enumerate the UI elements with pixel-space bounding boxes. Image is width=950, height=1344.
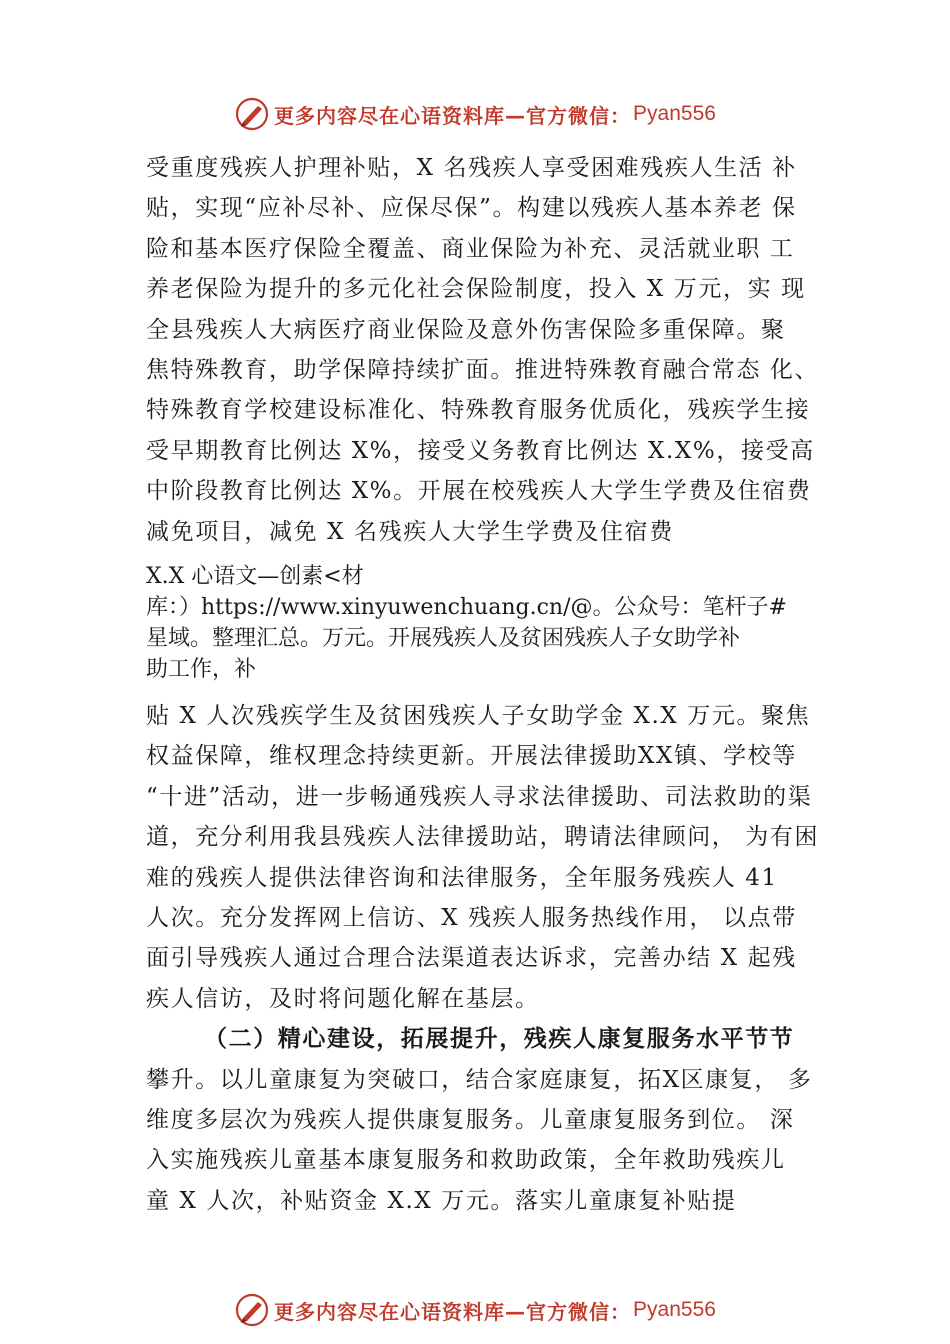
watermark-line: 星域。整理汇总。万元。开展残疾人及贫困残疾人子女助学补 bbox=[146, 626, 741, 651]
text-line: 权益保障，维权理念持续更新。开展法律援助XX镇、学校等 bbox=[146, 743, 797, 770]
text-line: 特殊教育学校建设标准化、特殊教育服务优质化，残疾学生接 bbox=[146, 397, 811, 424]
text-line: 险和基本医疗保险全覆盖、商业保险为补充、灵活就业职 工 bbox=[146, 235, 795, 262]
text-line: 焦特殊教育，助学保障持续扩面。推进特殊教育融合常态 化、 bbox=[146, 356, 820, 383]
text-line: 贴 X 人次残疾学生及贫困残疾人子女助学金 X.X 万元。聚焦 bbox=[146, 703, 811, 729]
banner-wechat-id: Pyan556 bbox=[633, 1298, 716, 1321]
text-line: 全县残疾人大病医疗商业保险及意外伤害保险多重保障。聚 bbox=[146, 316, 786, 343]
footer-banner bbox=[0, 1288, 950, 1332]
text-line: 难的残疾人提供法律咨询和法律服务，全年服务残疾人 41 bbox=[146, 864, 778, 891]
pen-logo-icon bbox=[234, 96, 270, 132]
text-line: 减免项目，减免 X 名残疾人大学生学费及住宿费 bbox=[146, 518, 674, 545]
text-line: 入实施残疾儿童基本康复服务和救助政策，全年救助残疾儿 bbox=[146, 1147, 786, 1174]
text-line: 养老保险为提升的多元化社会保险制度，投入 X 万元，实 现 bbox=[146, 276, 806, 303]
text-line: 疾人信访，及时将问题化解在基层。 bbox=[146, 985, 540, 1012]
text-line: 攀升。以儿童康复为突破口，结合家庭康复，拓X区康复， 多 bbox=[146, 1066, 813, 1093]
text-line: 童 X 人次，补贴资金 X.X 万元。落实儿童康复补贴提 bbox=[146, 1187, 737, 1214]
banner-text: 更多内容尽在心语资料库—官方微信： bbox=[274, 1299, 632, 1324]
watermark-url-line: 库：）https://www.xinyuwenchuang.cn/@。公众号：笔杆子# bbox=[146, 595, 787, 620]
text-line: 人次。充分发挥网上信访、X 残疾人服务热线作用， 以点带 bbox=[146, 904, 797, 931]
watermark-text-block bbox=[146, 561, 846, 685]
text-line: 面引导残疾人通过合理合法渠道表达诉求，完善办结 X 起残 bbox=[146, 945, 797, 972]
section-heading: （二）精心建设，拓展提升，残疾人康复服务水平节节 bbox=[204, 1025, 795, 1053]
paragraph-2 bbox=[146, 696, 826, 1221]
text-line: 维度多层次为残疾人提供康复服务。儿童康复服务到位。 深 bbox=[146, 1106, 795, 1133]
text-line: “十进”活动，进一步畅通残疾人寻求法律援助、司法救助的渠 bbox=[146, 783, 813, 810]
pen-logo-icon bbox=[234, 1292, 270, 1328]
banner-text: 更多内容尽在心语资料库—官方微信： bbox=[274, 103, 632, 128]
watermark-line: 助工作，补 bbox=[146, 657, 257, 682]
text-line: 贴，实现“应补尽补、应保尽保”。构建以残疾人基本养老 保 bbox=[146, 195, 797, 222]
text-line: 受早期教育比例达 X%，接受义务教育比例达 X.X%，接受高 bbox=[146, 437, 815, 464]
banner-wechat-id: Pyan556 bbox=[633, 102, 716, 125]
text-line: 受重度残疾人护理补贴，X 名残疾人享受困难残疾人生活 补 bbox=[146, 155, 797, 181]
text-line: 道，充分利用我县残疾人法律援助站，聘请法律顾问， 为有困 bbox=[146, 824, 820, 851]
text-line: 中阶段教育比例达 X%。开展在校残疾人大学生学费及住宿费 bbox=[146, 478, 812, 505]
header-banner bbox=[0, 92, 950, 136]
watermark-line: X.X 心语文—创素<材 bbox=[146, 564, 364, 589]
paragraph-1 bbox=[146, 148, 826, 552]
